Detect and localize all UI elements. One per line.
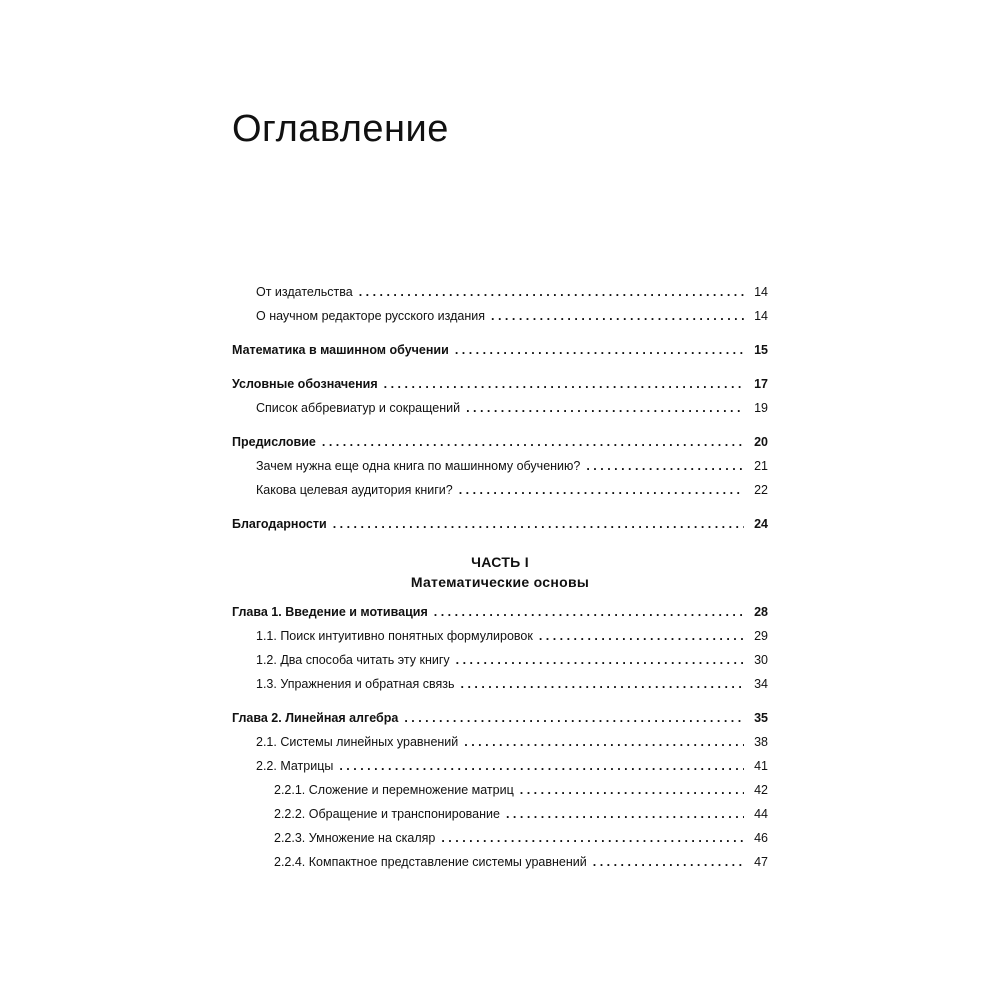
toc-entry-math[interactable] <box>232 338 768 362</box>
toc-entry-title: Предисловие <box>232 435 316 449</box>
toc-entry-2-2-1[interactable] <box>232 778 768 802</box>
toc-entry-thanks[interactable] <box>232 512 768 536</box>
toc-entry-title: 1.1. Поиск интуитивно понятных формулировок <box>256 629 533 643</box>
toc-entry-editor[interactable] <box>232 304 768 328</box>
leader-dots <box>333 512 744 536</box>
toc-entry-page: 35 <box>754 711 768 725</box>
leader-dots <box>455 338 744 362</box>
leader-dots <box>459 478 744 502</box>
leader-dots <box>434 600 744 624</box>
toc-entry-preface[interactable] <box>232 430 768 454</box>
toc-entry-title: 2.1. Системы линейных уравнений <box>256 735 459 749</box>
toc-entry-title: 2.2. Матрицы <box>256 759 334 773</box>
toc-entry-title: Математика в машинном обучении <box>232 343 449 357</box>
leader-dots <box>339 754 744 778</box>
toc-entry-2-2-2[interactable] <box>232 802 768 826</box>
toc-entry-page: 41 <box>754 759 768 773</box>
toc-entry-title: 1.3. Упражнения и обратная связь <box>256 677 455 691</box>
leader-dots <box>464 730 744 754</box>
toc-entry-title: Условные обозначения <box>232 377 378 391</box>
part-name: Математические основы <box>410 574 590 590</box>
toc-entry-why-book[interactable] <box>232 454 768 478</box>
toc-entry-page: 29 <box>754 629 768 643</box>
toc-entry-2-2[interactable] <box>232 754 768 778</box>
leader-dots <box>441 826 744 850</box>
toc-entry-page: 22 <box>754 483 768 497</box>
toc-entry-title: Глава 1. Введение и мотивация <box>232 605 428 619</box>
leader-dots <box>384 372 744 396</box>
toc-entry-chapter-2[interactable] <box>232 706 768 730</box>
toc-entry-title: 2.2.1. Сложение и перемножение матриц <box>274 783 514 797</box>
leader-dots <box>404 706 744 730</box>
leader-dots <box>586 454 744 478</box>
toc-entry-page: 46 <box>754 831 768 845</box>
toc-entry-title: О научном редакторе русского издания <box>256 309 486 323</box>
toc-entry-title: Глава 2. Линейная алгебра <box>232 711 399 725</box>
toc-entry-page: 44 <box>754 807 768 821</box>
toc-entry-2-2-3[interactable] <box>232 826 768 850</box>
toc-entry-1-1[interactable] <box>232 624 768 648</box>
toc-entry-page: 14 <box>754 309 768 323</box>
toc-entry-title: Благодарности <box>232 517 327 531</box>
toc-entry-publisher[interactable] <box>232 280 768 304</box>
leader-dots <box>539 624 744 648</box>
leader-dots <box>456 648 744 672</box>
toc-entry-title: Список аббревиатур и сокращений <box>256 401 461 415</box>
leader-dots <box>491 304 744 328</box>
leader-dots <box>506 802 744 826</box>
toc-entry-page: 47 <box>754 855 768 869</box>
part-heading <box>232 552 768 592</box>
leader-dots <box>322 430 744 454</box>
toc-entry-1-3[interactable] <box>232 672 768 696</box>
toc-entry-title: От издательства <box>256 285 353 299</box>
toc-entry-page: 34 <box>754 677 768 691</box>
toc-entry-chapter-1[interactable] <box>232 600 768 624</box>
toc-entry-2-1[interactable] <box>232 730 768 754</box>
page-title: Оглавление <box>232 108 449 150</box>
leader-dots <box>359 280 744 304</box>
toc-entry-page: 20 <box>754 435 768 449</box>
toc-entry-page: 42 <box>754 783 768 797</box>
toc-entry-page: 15 <box>754 343 768 357</box>
toc-entry-page: 17 <box>754 377 768 391</box>
toc-entry-abbreviations[interactable] <box>232 396 768 420</box>
leader-dots <box>466 396 744 420</box>
toc-entry-page: 38 <box>754 735 768 749</box>
leader-dots <box>520 778 744 802</box>
toc-entry-title: 2.2.3. Умножение на скаляр <box>274 831 436 845</box>
toc-entry-title: Зачем нужна еще одна книга по машинному обучению? <box>256 459 581 473</box>
toc-entry-1-2[interactable] <box>232 648 768 672</box>
toc-entry-title: 1.2. Два способа читать эту книгу <box>256 653 450 667</box>
toc-entry-page: 28 <box>754 605 768 619</box>
toc-entry-title: 2.2.2. Обращение и транспонирование <box>274 807 500 821</box>
toc-entry-page: 30 <box>754 653 768 667</box>
toc-entry-page: 21 <box>754 459 768 473</box>
toc-entry-2-2-4[interactable] <box>232 850 768 874</box>
toc-entry-page: 14 <box>754 285 768 299</box>
toc-entry-audience[interactable] <box>232 478 768 502</box>
part-label: ЧАСТЬ I <box>471 554 529 570</box>
table-of-contents <box>232 280 768 874</box>
leader-dots <box>593 850 744 874</box>
toc-entry-title: 2.2.4. Компактное представление системы уравнений <box>274 855 587 869</box>
toc-entry-page: 24 <box>754 517 768 531</box>
toc-entry-title: Какова целевая аудитория книги? <box>256 483 453 497</box>
toc-entry-page: 19 <box>754 401 768 415</box>
leader-dots <box>461 672 745 696</box>
toc-entry-notation[interactable] <box>232 372 768 396</box>
